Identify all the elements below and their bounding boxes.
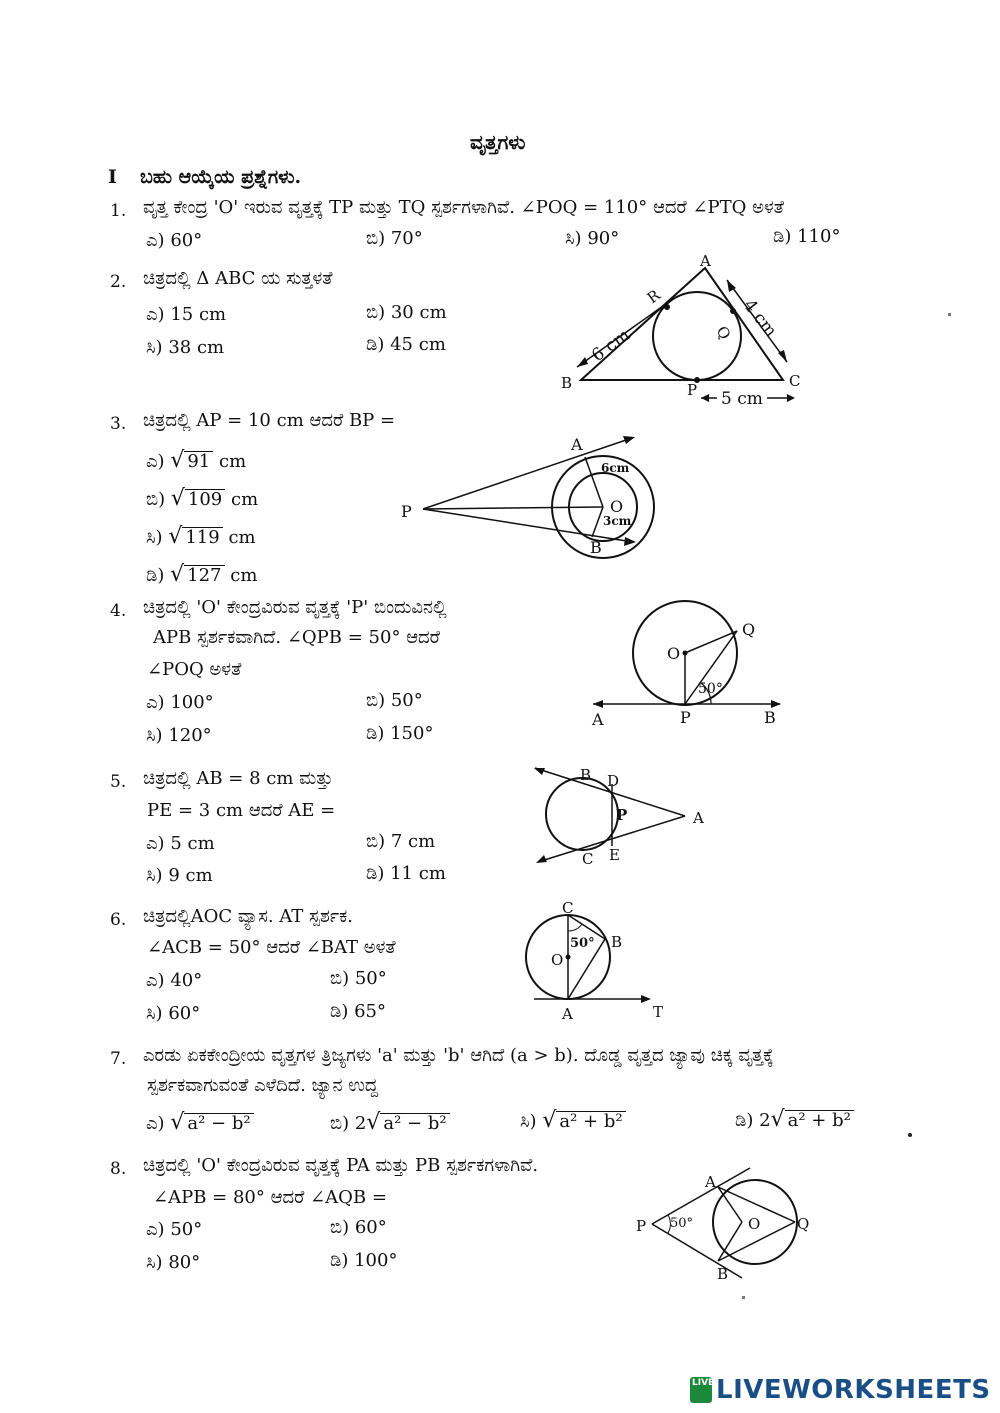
option-label: ಡಿ): [146, 565, 165, 586]
option-d-radicand: a² + b²: [785, 1110, 854, 1131]
option-label: ಸಿ): [146, 725, 163, 746]
angle-APB: 50°: [670, 1216, 694, 1231]
question-text-line: ಸ್ಪರ್ಶಕವಾಗುವಂತೆ ಎಳೆದಿದೆ. ಜ್ಯಾನ ಉದ್ದ: [147, 1075, 379, 1096]
label-C: C: [789, 372, 801, 390]
option-label: ಸಿ): [146, 527, 163, 548]
section-number: I: [108, 166, 117, 188]
label-A: A: [700, 252, 711, 270]
label-B: B: [717, 1265, 729, 1283]
question-text: ಚಿತ್ರದಲ್ಲಿ Δ ABC ಯ ಸುತ್ತಳತೆ: [143, 268, 333, 289]
question-text: ವೃತ್ತ ಕೇಂದ್ರ 'O' ಇರುವ ವೃತ್ತಕ್ಕೆ TP ಮತ್ತು TQ ಸ್ಪರ್ಶಗಳಾಗಿವೆ. ∠POQ = 110° ಆದರೆ ∠PTQ ಅಳತೆ: [143, 197, 785, 218]
section-heading: ಬಹು ಆಯ್ಕೆಯ ಪ್ರಶ್ನೆಗಳು.: [140, 166, 302, 188]
question-number: 3.: [110, 414, 127, 434]
option-label: ಡಿ): [773, 226, 792, 247]
option-d[interactable]: 100°: [354, 1250, 398, 1271]
option-label: ಎ): [146, 692, 165, 713]
logo-mark-letters: LIVE: [692, 1378, 715, 1388]
option-label: ಸಿ): [146, 337, 163, 358]
concentric-circles-figure: [395, 430, 655, 560]
question-number: 8.: [110, 1159, 127, 1179]
option-c[interactable]: 38 cm: [168, 337, 225, 358]
option-label: ಸಿ): [146, 865, 163, 886]
label-O: O: [667, 644, 681, 663]
option-c[interactable]: a² + b²: [556, 1111, 625, 1132]
option-b[interactable]: 70°: [390, 228, 423, 249]
option-a[interactable]: 50°: [170, 1219, 203, 1240]
option-label: ಡಿ): [366, 723, 385, 744]
question-text-line: ಎರಡು ಏಕಕೇಂದ್ರೀಯ ವೃತ್ತಗಳ ತ್ರಿಜ್ಯಗಳು 'a' ಮತ್ತು 'b' ಆಗಿದೆ (a > b). ದೊಡ್ಡ ವೃತ್ತದ ಜ್ಯಾವು ಚಿಕ್ಕ ವೃತ್ತಕ್ಕೆ: [143, 1045, 774, 1066]
diameter-tangent-figure: [520, 895, 675, 1025]
option-label: ಬಿ): [330, 1113, 350, 1134]
question-number: 2.: [110, 272, 127, 292]
radius-small: 3cm: [603, 514, 632, 528]
question-text: ಚಿತ್ರದಲ್ಲಿ AP = 10 cm ಆದರೆ BP =: [143, 410, 396, 431]
radical-sign: √: [168, 524, 183, 549]
option-label: ಎ): [146, 451, 165, 472]
liveworksheets-logo: [690, 1375, 990, 1407]
label-P: P: [616, 806, 628, 824]
option-d[interactable]: 127: [184, 565, 224, 586]
scan-speck: [742, 1296, 745, 1299]
question-text-line: ಚಿತ್ರದಲ್ಲಿAOC ವ್ಯಾಸ. AT ಸ್ಪರ್ಶಕ.: [143, 906, 353, 927]
question-number: 6.: [110, 910, 127, 930]
question-text-line: ∠ACB = 50° ಆದರೆ ∠BAT ಅಳತೆ: [147, 937, 396, 958]
radical-sign: √: [542, 1108, 557, 1133]
question-number: 5.: [110, 772, 127, 792]
label-B: B: [764, 708, 776, 727]
option-a[interactable]: 91: [184, 451, 213, 472]
scan-speck: [948, 313, 951, 316]
label-T: T: [653, 1003, 664, 1021]
angle-ACB: 50°: [570, 936, 595, 951]
question-text-line: ∠APB = 80° ಆದರೆ ∠AQB =: [153, 1187, 387, 1208]
label-O: O: [748, 1215, 761, 1233]
option-d[interactable]: 150°: [390, 723, 434, 744]
label-P: P: [687, 381, 698, 399]
option-d[interactable]: 2: [759, 1110, 771, 1131]
page-title: ವೃತ್ತಗಳು: [470, 130, 526, 154]
label-P: P: [401, 502, 412, 521]
option-c[interactable]: 120°: [168, 725, 212, 746]
length-BR: 6 cm: [588, 325, 634, 367]
option-d[interactable]: 65°: [354, 1001, 387, 1022]
option-label: ಬಿ): [366, 831, 386, 852]
length-AQ: 4 cm: [739, 295, 781, 342]
radical-sign: √: [170, 448, 185, 473]
option-c[interactable]: 80°: [168, 1252, 201, 1273]
option-a[interactable]: 60°: [170, 230, 203, 251]
label-B: B: [611, 933, 623, 951]
radical-sign: √: [170, 486, 185, 511]
label-A: A: [562, 1005, 573, 1023]
label-A: A: [705, 1173, 716, 1191]
label-R: R: [643, 286, 664, 308]
option-label: ಎ): [146, 230, 165, 251]
label-B: B: [590, 538, 602, 557]
option-label: ಸಿ): [146, 1003, 163, 1024]
option-b-radicand: a² − b²: [380, 1113, 449, 1134]
option-a[interactable]: 5 cm: [170, 833, 215, 854]
option-unit: cm: [219, 451, 247, 472]
logo-text: LIVEWORKSHEETS: [716, 1375, 991, 1405]
logo-mark-icon: [690, 1377, 715, 1403]
triangle-incircle-figure: [555, 250, 815, 410]
question-text-line: ∠POQ ಅಳತೆ: [147, 659, 242, 680]
question-number: 1.: [110, 201, 127, 221]
question-text-line: ಚಿತ್ರದಲ್ಲಿ AB = 8 cm ಮತ್ತು: [143, 768, 334, 789]
option-unit: cm: [230, 565, 258, 586]
radical-sign: √: [170, 562, 185, 587]
question-number: 7.: [110, 1049, 127, 1069]
option-b[interactable]: 2: [354, 1113, 367, 1134]
option-b[interactable]: 109: [185, 489, 225, 510]
option-label: ಬಿ): [146, 489, 166, 510]
radical-sign: √: [170, 1110, 185, 1135]
scan-speck: [908, 1133, 912, 1137]
option-label: ಎ): [146, 1113, 165, 1134]
option-label: ಸಿ): [565, 228, 582, 249]
label-P: P: [636, 1217, 647, 1235]
option-label: ಬಿ): [366, 228, 386, 249]
option-d[interactable]: 110°: [797, 226, 841, 247]
option-label: ಎ): [146, 970, 165, 991]
angle-QPB: 50°: [698, 681, 723, 697]
question-text-line: APB ಸ್ಪರ್ಶಕವಾಗಿದೆ. ∠QPB = 50° ಆದರೆ: [153, 627, 440, 648]
option-label: ಬಿ): [330, 968, 350, 989]
label-C: C: [582, 850, 594, 868]
option-label: ಡಿ): [366, 334, 385, 355]
option-label: ಡಿ): [330, 1001, 349, 1022]
option-label: ಎ): [146, 304, 165, 325]
option-a[interactable]: a² − b²: [184, 1113, 253, 1134]
label-O: O: [551, 951, 564, 969]
option-c[interactable]: 90°: [587, 228, 620, 249]
option-label: ಸಿ): [520, 1111, 537, 1132]
option-label: ಬಿ): [330, 1217, 350, 1238]
radical-sign: √: [366, 1110, 381, 1135]
length-PC: 5 cm: [721, 389, 763, 409]
option-unit: cm: [228, 527, 256, 548]
option-label: ಸಿ): [146, 1252, 163, 1273]
option-b[interactable]: 30 cm: [390, 302, 447, 323]
option-label: ಡಿ): [366, 863, 385, 884]
label-B: B: [561, 374, 573, 392]
question-text-line: PE = 3 cm ಆದರೆ AE =: [147, 800, 336, 821]
label-A: A: [693, 809, 704, 827]
option-d[interactable]: 11 cm: [390, 863, 446, 884]
option-c[interactable]: 119: [182, 527, 222, 548]
option-c[interactable]: 9 cm: [168, 865, 213, 886]
label-D: D: [607, 772, 620, 790]
option-b[interactable]: 7 cm: [390, 831, 436, 852]
option-b[interactable]: 50°: [354, 968, 387, 989]
option-label: ಡಿ): [330, 1250, 349, 1271]
option-a[interactable]: 40°: [170, 970, 203, 991]
label-C: C: [562, 899, 574, 917]
option-unit: cm: [230, 489, 259, 510]
option-label: ಬಿ): [366, 690, 386, 711]
label-O: O: [610, 497, 624, 516]
label-E: E: [609, 846, 620, 864]
option-b[interactable]: 60°: [354, 1217, 387, 1238]
option-label: ಡಿ): [735, 1110, 754, 1131]
question-number: 4.: [110, 601, 127, 621]
option-label: ಎ): [146, 1219, 165, 1240]
label-Q: Q: [712, 323, 735, 343]
option-a[interactable]: 100°: [170, 692, 214, 713]
tangents-from-point-figure: [530, 760, 720, 870]
two-tangents-figure: [630, 1165, 820, 1285]
option-b[interactable]: 50°: [390, 690, 423, 711]
option-d[interactable]: 45 cm: [390, 334, 446, 355]
radius-big: 6cm: [601, 461, 630, 475]
radical-sign: √: [770, 1107, 785, 1132]
option-label: ಎ): [146, 833, 165, 854]
label-Q: Q: [797, 1215, 810, 1233]
option-label: ಬಿ): [366, 302, 386, 323]
option-a[interactable]: 15 cm: [170, 304, 227, 325]
label-P: P: [680, 708, 691, 727]
label-B: B: [580, 766, 592, 784]
question-text-line: ಚಿತ್ರದಲ್ಲಿ 'O' ಕೇಂದ್ರವಿರುವ ವೃತ್ತಕ್ಕೆ 'P' ಬಿಂದುವಿನಲ್ಲಿ: [143, 597, 447, 618]
label-A: A: [571, 435, 583, 454]
label-Q: Q: [742, 620, 756, 639]
question-text-line: ಚಿತ್ರದಲ್ಲಿ 'O' ಕೇಂದ್ರವಿರುವ ವೃತ್ತಕ್ಕೆ PA ಮತ್ತು PB ಸ್ಪರ್ಶಕಗಳಾಗಿವೆ.: [143, 1155, 539, 1176]
label-A: A: [592, 710, 604, 729]
option-c[interactable]: 60°: [168, 1003, 201, 1024]
tangent-circle-figure: [585, 595, 795, 735]
